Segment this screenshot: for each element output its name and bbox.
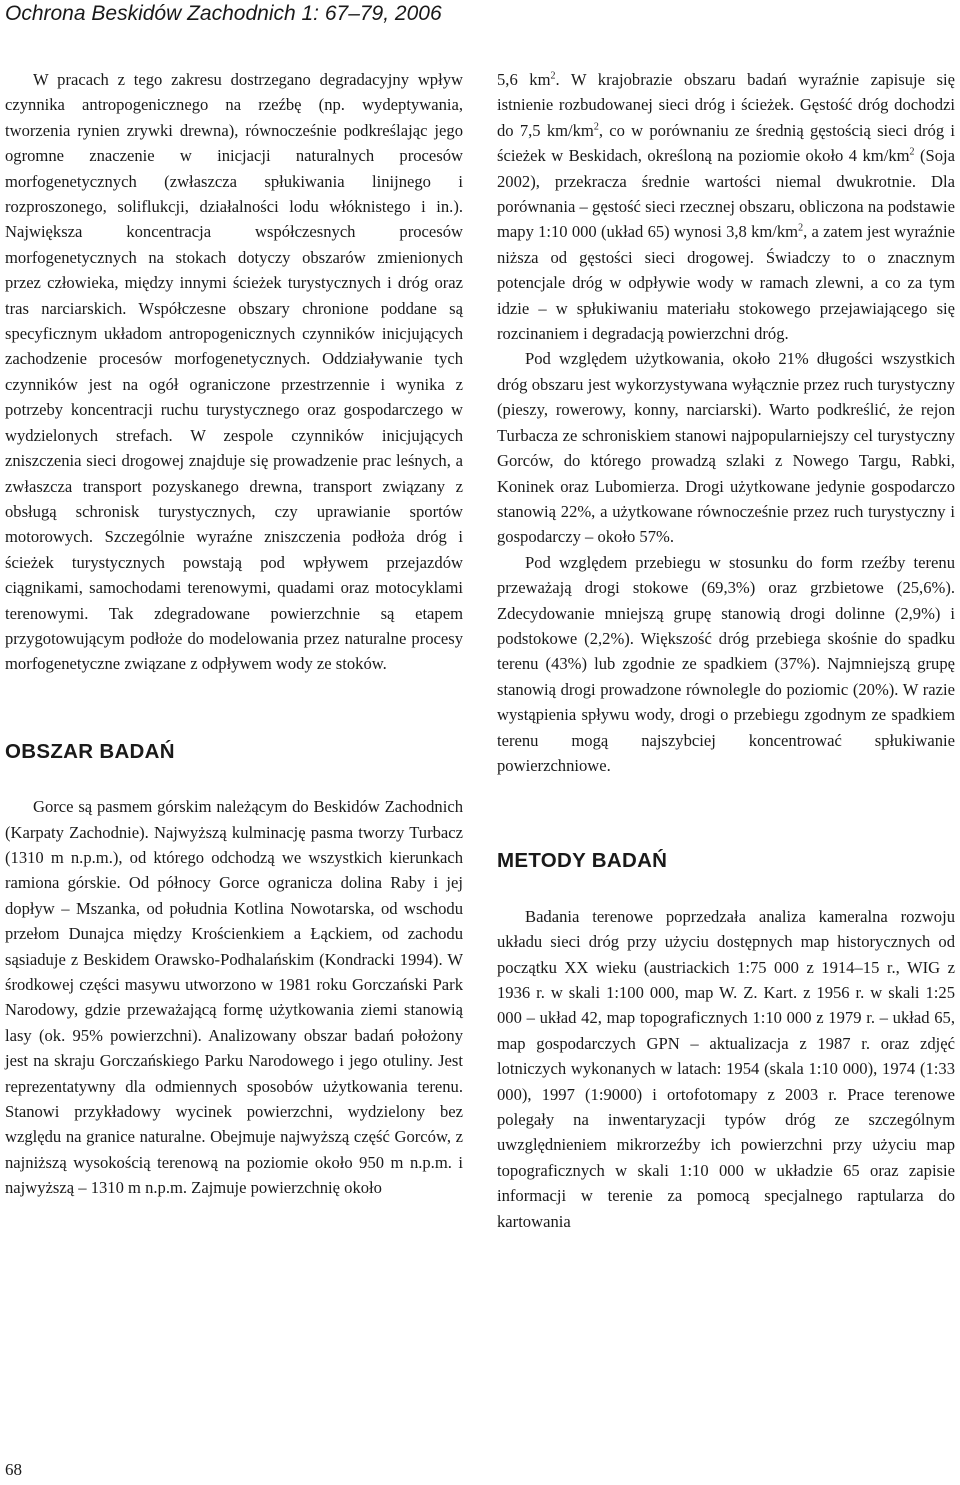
right-column bbox=[497, 67, 955, 1234]
left-column bbox=[5, 67, 463, 1201]
text-run: (Soja 2002), przekracza średnie wartości niemal dwukrotnie. Dla porównania – gęstość sieci rzecznej obszaru, obliczona na podstawie mapy 1:10 000 (układ 65) wynosi 3,8 km/km bbox=[497, 146, 955, 242]
section-heading-study-area: OBSZAR BADAŃ bbox=[5, 739, 175, 763]
paragraph-continued bbox=[497, 67, 955, 346]
text-run: , a zatem jest wyraźnie niższa od gęstości sieci drogowej. Świadczy to o znacznym potencjale dróg w odpływie wody w ramach zlewni, a co za tym idzie – w spłukiwaniu materiału stokowego przejawiającego się rozcinaniem i degradacją powierzchni dróg. bbox=[497, 222, 955, 344]
paragraph: Pod względem użytkowania, około 21% długości wszystkich dróg obszaru jest wykorzystywana wyłącznie przez ruch turystyczny (pieszy, rowerowy, konny, narciarski). Warto podkreślić, że rejon Turbacza ze schroniskiem stanowi najpopularniejszy cel turystyczny Gorców, do którego prowadzą szlaki z Nowego Targu, Rabki, Koninek oraz Lubomierza. Drogi użytkowane jedynie gospodarczo stanowią 22%, a użytkowane równocześnie przez ruch turystyczny i gospodarczy – około 57%. bbox=[497, 349, 955, 547]
text-run: 5,6 km bbox=[497, 70, 551, 89]
superscript: 2 bbox=[593, 121, 599, 133]
running-head: Ochrona Beskidów Zachodnich 1: 67–79, 2006 bbox=[5, 2, 442, 25]
paragraph: Gorce są pasmem górskim należącym do Beskidów Zachodnich (Karpaty Zachodnie). Najwyższą kulminację pasma tworzy Turbacz (1310 m n.p.m.), od którego odchodzą we wszystkich kierunkach ramiona górskie. Od północy Gorce ogranicza dolina Raby i jej dopływ – Mszanka, od południa Kotlina Nowotarska, od wschodu przełom Dunajca między Krościenkiem a Łąckiem, od zachodu sąsiaduje z Beskidem Orawsko-Podhalańskim (Kondracki 1994). W środkowej części masywu utworzono w 1981 roku Gorczański Park Narodowy, gdzie przeważającą formę użytkowania ziemi stanowią lasy (ok. 95% powierzchni). Analizowany obszar badań położony jest na skraju Gorczańskiego Parku Narodowego i jego otuliny. Jest reprezentatywny dla odmiennych sposobów użytkowania terenu. Stanowi przykładowy wycinek powierzchni, wydzielony bez względu na granice naturalne. Obejmuje najwyższą część Gorców, z najniższą wysokością terenową na poziomie około 950 m n.p.m. i najwyższą – 1310 m n.p.m. Zajmuje powierzchnię około bbox=[5, 797, 463, 1198]
section-heading-methods: METODY BADAŃ bbox=[497, 849, 668, 873]
paragraph: W pracach z tego zakresu dostrzegano degradacyjny wpływ czynnika antropogenicznego na rzeźbę (np. wydeptywania, tworzenia rynien zrywki drewna), równocześnie podkreślając jego ogromne znaczenie w inicjacji naturalnych procesów morfogenetycznych (zwłaszcza spłukiwania linijnego i rozproszonego, soliflukcji, działalności lodu włóknistego i in.). Największa koncentracja współczesnych procesów morfogenetycznych na stokach dotyczy obszarów zmienionych przez człowieka, między innymi ścieżek turystycznych i dróg oraz tras narciarskich. Współczesne obszary chronione poddane są specyficznym układom antropogenicznych czynników inicjujących zachodzenie procesów morfogenetycznych. Oddziaływanie tych czynników jest na ogół ograniczone przestrzennie i wynika z potrzeby koncentracji ruchu turystycznego oraz gospodarczego w wydzielonych strefach. W zespole czynników inicjujących zniszczenia sieci drogowej znajduje się prowadzenie prac leśnych, a zwłaszcza transport pozyskanego drewna, transport związany z obsługą schronisk turystycznych, czy uprawianie sportów motorowych. Szczególnie wyraźne zniszczenia podłoża dróg i ścieżek turystycznych powstają pod wpływem przejazdów ciągnikami, samochodami terenowymi, quadami oraz motocyklami terenowymi. Tak zdegradowane powierzchnie są etapem przygotowującym podłoże do modelowania przez naturalne procesy morfogenetyczne związane z odpływem wody ze stoków. bbox=[5, 70, 463, 674]
text-run: . W krajobrazie obszaru badań wyraźnie zapisuje się istnienie rozbudowanej sieci dróg i ścieżek. Gęstość dróg dochodzi do 7,5 km/km bbox=[497, 70, 955, 140]
paragraph: Badania terenowe poprzedzała analiza kameralna rozwoju układu sieci dróg przy użyciu dostępnych map historycznych od początku XX wieku (austriackich 1:75 000 z 1914–15 r., WIG z 1936 r. w skali 1:100 000, map W. Z. Kart. z 1956 r. w skali 1:25 000 – układ 42, map topograficznych 1:10 000 z 1979 r. – układ 65, map gospodarczych GPN – aktualizacja z 1987 r. oraz zdjęć lotniczych wykonanych w latach: 1954 (skala 1:10 000), 1974 (1:33 000), 1997 (1:9000) i ortofotomapy z 2003 r. Prace terenowe polegały na inwentaryzacji typów dróg ze szczególnym uwzględnieniem mikrorzeźby ich powierzchni przy użyciu map topograficznych w skali 1:10 000 w układzie 65 oraz zapisie informacji w terenie za pomocą specjalnego raptularza do kartowania bbox=[497, 906, 955, 1231]
superscript: 2 bbox=[909, 146, 915, 158]
text-run: , co w porównaniu ze średnią gęstością sieci dróg i ścieżek w Beskidach, określoną na poziomie około 4 km/km bbox=[497, 120, 955, 166]
page-number: 68 bbox=[5, 1460, 22, 1479]
paragraph: Pod względem przebiegu w stosunku do form rzeźby terenu przeważają drogi stokowe (69,3%) oraz grzbietowe (25,6%). Zdecydowanie mniejszą grupę stanowią drogi dolinne (2,9%) i podstokowe (2,2%). Większość dróg przebiega skośnie do spadku terenu (43%) lub zgodnie ze spadkiem (37%). Najmniejszą grupę stanowią drogi prowadzone równolegle do poziomic (20%). W razie wystąpienia spływu wody, drogi o przebiegu zgodnym ze spadkiem terenu mogą najszybciej koncentrować spłukiwanie powierzchniowe. bbox=[497, 552, 955, 775]
superscript: 2 bbox=[798, 222, 804, 234]
superscript: 2 bbox=[550, 70, 556, 82]
